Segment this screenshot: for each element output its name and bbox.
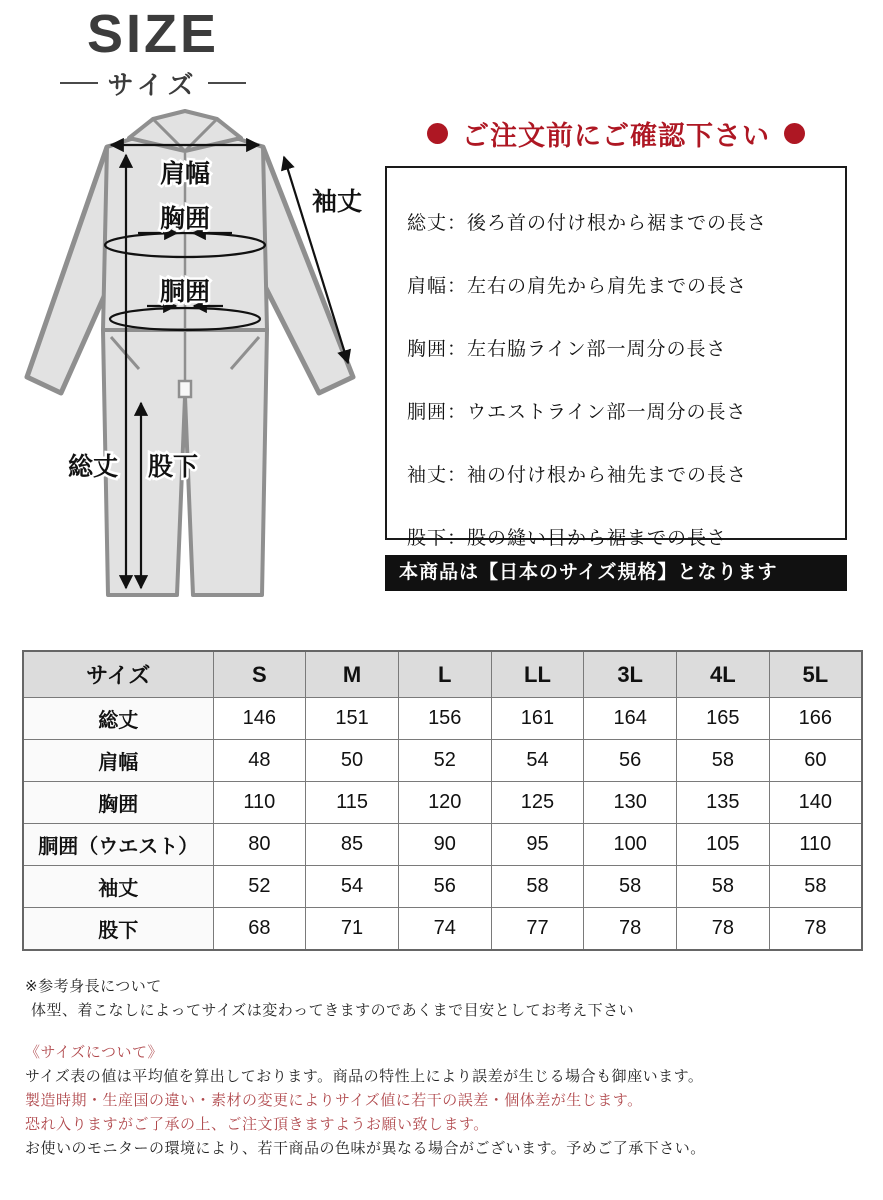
size-value: 156 — [398, 698, 491, 740]
size-value: 85 — [306, 824, 399, 866]
definition-desc: 左右脇ライン部一周分の長さ — [467, 339, 727, 360]
size-value: 130 — [584, 782, 677, 824]
confirm-panel-title: ご注文前にご確認下さい — [462, 121, 770, 151]
size-value: 58 — [491, 866, 584, 908]
size-definition — [407, 397, 835, 424]
size-value: 110 — [213, 782, 306, 824]
size-value: 90 — [398, 824, 491, 866]
size-value: 80 — [213, 824, 306, 866]
size-value: 146 — [213, 698, 306, 740]
size-value: 56 — [398, 866, 491, 908]
note-line: 《サイズについて》 — [25, 1044, 164, 1061]
size-table-wrap — [22, 650, 863, 951]
size-value: 100 — [584, 824, 677, 866]
size-value: 52 — [398, 740, 491, 782]
size-table-body — [23, 698, 862, 951]
column-header: M — [306, 651, 399, 698]
column-header: S — [213, 651, 306, 698]
size-table — [22, 650, 863, 951]
dash-line — [60, 82, 98, 84]
dash-line — [208, 82, 246, 84]
size-definition — [407, 334, 835, 361]
note-line: お使いのモニターの環境により、若干商品の色味が異なる場合がございます。予めご了承下さい。 — [25, 1140, 706, 1157]
size-value: 52 — [213, 866, 306, 908]
size-value: 78 — [584, 908, 677, 951]
definition-term: 股下： — [407, 528, 468, 549]
column-header: 3L — [584, 651, 677, 698]
column-header: L — [398, 651, 491, 698]
note-line: 製造時期・生産国の違い・素材の変更によりサイズ値に若干の誤差・個体差が生じます。 — [25, 1092, 643, 1109]
size-value: 95 — [491, 824, 584, 866]
size-definition — [407, 460, 835, 487]
bullet-dot-icon — [427, 123, 448, 144]
table-row — [23, 866, 862, 908]
size-value: 71 — [306, 908, 399, 951]
definitions-box — [385, 166, 847, 549]
size-value: 135 — [677, 782, 770, 824]
size-value: 151 — [306, 698, 399, 740]
size-definition — [407, 523, 835, 550]
confirm-panel — [385, 114, 847, 591]
definition-term: 胸囲： — [407, 339, 468, 360]
definition-desc: 左右の肩先から肩先までの長さ — [467, 276, 748, 297]
table-row — [23, 824, 862, 866]
definition-term: 総丈： — [407, 213, 468, 234]
size-value: 110 — [769, 824, 862, 866]
row-label: 袖丈 — [23, 866, 213, 908]
coverall-measurement-diagram — [25, 105, 375, 605]
note-line: ※参考身長について — [25, 978, 162, 995]
size-value: 166 — [769, 698, 862, 740]
row-label: 総丈 — [23, 698, 213, 740]
size-value: 54 — [306, 866, 399, 908]
column-header: 5L — [769, 651, 862, 698]
definition-term: 袖丈： — [407, 465, 468, 486]
row-label: 股下 — [23, 908, 213, 951]
bullet-dot-icon — [784, 123, 805, 144]
row-label: 肩幅 — [23, 740, 213, 782]
label-total-length: 総丈 — [67, 453, 119, 481]
page-title: SIZE — [86, 4, 220, 64]
page-subtitle: サイズ — [107, 69, 199, 100]
size-value: 68 — [213, 908, 306, 951]
note-line: 恐れ入りますがご了承の上、ご注文頂きますようお願い致します。 — [25, 1116, 489, 1133]
definition-desc: ウエストライン部一周分の長さ — [467, 402, 747, 423]
label-chest: 胸囲 — [159, 205, 211, 233]
table-row — [23, 698, 862, 740]
size-value: 58 — [677, 866, 770, 908]
size-value: 77 — [491, 908, 584, 951]
definition-desc: 袖の付け根から袖先までの長さ — [467, 465, 748, 486]
note-line: サイズ表の値は平均値を算出しております。商品の特性上により誤差が生じる場合も御座います。 — [25, 1068, 704, 1085]
table-row — [23, 740, 862, 782]
size-value: 115 — [306, 782, 399, 824]
table-row — [23, 908, 862, 951]
size-value: 50 — [306, 740, 399, 782]
size-value: 78 — [769, 908, 862, 951]
definition-desc: 股の縫い目から裾までの長さ — [467, 528, 728, 549]
size-value: 164 — [584, 698, 677, 740]
size-value: 161 — [491, 698, 584, 740]
size-value: 58 — [584, 866, 677, 908]
definition-term: 肩幅： — [407, 276, 468, 297]
label-waist: 胴囲 — [159, 278, 211, 306]
table-row — [23, 782, 862, 824]
confirm-panel-title-row — [385, 114, 847, 153]
size-value: 125 — [491, 782, 584, 824]
table-header-row — [23, 651, 862, 698]
label-sleeve-length: 袖丈 — [311, 188, 363, 216]
page-header — [38, 6, 268, 102]
size-value: 48 — [213, 740, 306, 782]
definition-term: 胴囲： — [407, 402, 468, 423]
page-subtitle-row — [38, 65, 268, 102]
label-inseam: 股下 — [147, 453, 199, 481]
column-header: サイズ — [23, 651, 213, 698]
size-value: 74 — [398, 908, 491, 951]
definition-desc: 後ろ首の付け根から裾までの長さ — [467, 213, 768, 234]
notes-section — [25, 975, 860, 1161]
row-label: 胴囲（ウエスト） — [23, 824, 213, 866]
size-value: 78 — [677, 908, 770, 951]
row-label: 胸囲 — [23, 782, 213, 824]
label-shoulder-width: 肩幅 — [159, 160, 211, 188]
size-value: 165 — [677, 698, 770, 740]
column-header: 4L — [677, 651, 770, 698]
size-value: 58 — [677, 740, 770, 782]
size-value: 105 — [677, 824, 770, 866]
column-header: LL — [491, 651, 584, 698]
size-value: 54 — [491, 740, 584, 782]
note-line: 体型、着こなしによってサイズは変わってきますのであくまで目安としてお考え下さい — [31, 1002, 635, 1019]
size-value: 56 — [584, 740, 677, 782]
jp-size-notice-bar: 本商品は【日本のサイズ規格】となります — [385, 555, 847, 591]
size-definition — [407, 271, 835, 298]
size-definition — [407, 208, 835, 235]
size-value: 140 — [769, 782, 862, 824]
size-value: 120 — [398, 782, 491, 824]
size-value: 60 — [769, 740, 862, 782]
size-table-head — [23, 651, 862, 698]
size-value: 58 — [769, 866, 862, 908]
